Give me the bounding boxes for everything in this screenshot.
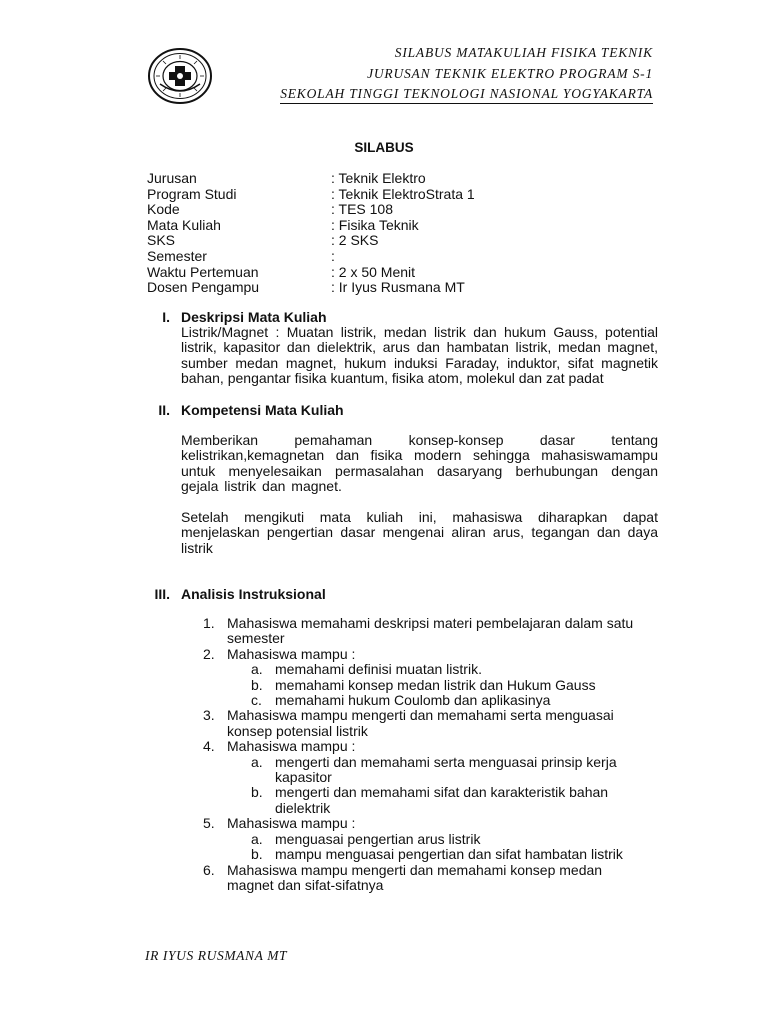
list-item-number: 3. [203,707,215,724]
sub-item-text: memahami hukum Coulomb dan aplikasinya [275,692,551,709]
info-label: Jurusan [147,170,197,186]
info-value: : TES 108 [331,201,394,218]
info-label: Program Studi [147,185,237,202]
info-value: : [331,247,335,264]
info-value: : 2 SKS [331,232,379,249]
sub-item-letter: b. [251,846,263,863]
info-value: : Fisika Teknik [331,216,419,233]
sub-item-letter: a. [251,753,263,770]
section-3-title: Analisis Instruksional [181,586,326,602]
sub-item-letter: a. [251,661,263,678]
sub-list-item [181,693,641,708]
section-2-paragraph-2: Setelah mengikuti mata kuliah ini, mahasiswa diharapkan dapat menjelaskan pengertian dasar mengenai aliran arus, tegangan dan daya listrik [181,509,658,556]
info-value: : Teknik ElektroStrata 1 [331,185,475,202]
header-line-institution: SEKOLAH TINGGI TEKNOLOGI NASIONAL YOGYAKARTA [280,86,653,101]
sub-list-item [181,847,641,862]
list-item [181,647,641,662]
info-value: : Teknik Elektro [331,170,426,186]
list-item-text: Mahasiswa memahami deskripsi materi pembelajaran dalam satu semester [227,615,634,647]
sub-item-text: memahami konsep medan listrik dan Hukum Gauss [275,676,596,693]
list-item-text: Mahasiswa mampu : [227,645,356,662]
sub-item-letter: a. [251,830,263,847]
document-title: SILABUS [354,140,414,155]
list-item-text: Mahasiswa mampu mengerti dan memahami serta menguasai konsep potensial listrik [227,707,614,739]
section-1-title: Deskripsi Mata Kuliah [181,309,327,325]
header-line-course: SILABUS MATAKULIAH FISIKA TEKNIK [394,45,653,60]
info-label: Mata Kuliah [147,216,221,233]
sub-item-letter: c. [251,692,262,709]
list-item [181,863,641,894]
info-value: : Ir Iyus Rusmana MT [331,279,465,296]
section-2-title: Kompetensi Mata Kuliah [181,402,344,418]
list-item-text: Mahasiswa mampu : [227,815,356,832]
sub-item-text: memahami definisi muatan listrik. [275,661,482,678]
sub-item-text: mampu menguasai pengertian dan sifat hambatan listrik [275,846,623,863]
list-item [181,616,641,647]
info-label: Kode [147,201,180,218]
list-item-text: Mahasiswa mampu : [227,738,356,755]
sub-list-item [181,755,641,786]
list-item-number: 2. [203,645,215,662]
header-line-department: JURUSAN TEKNIK ELEKTRO PROGRAM S-1 [367,66,653,81]
info-label: Semester [147,247,207,264]
section-2-paragraph-1: Memberikan pemahaman konsep-konsep dasar tentang kelistrikan,kemagnetan dan fisika modern sehingga mahasiswamampu untuk menyelesaikan permasalahan dasaryang berhubungan dengan gejala listrik dan magnet. [181,432,658,495]
sub-item-text: menguasai pengertian arus listrik [275,830,481,847]
sub-item-text: mengerti dan memahami serta menguasai prinsip kerja kapasitor [275,753,617,786]
section-1-number: I. [162,309,170,325]
sub-item-letter: b. [251,784,263,801]
sub-list-item [181,832,641,847]
section-2-number: II. [158,402,170,418]
list-item [181,739,641,754]
sub-list-item [181,662,641,677]
section-3-number: III. [154,586,170,602]
institution-seal-logo [146,46,214,106]
section-1-description: Listrik/Magnet : Muatan listrik, medan listrik dan hukum Gauss, potential listrik, kapasitor dan dielektrik, arus dan hambatan listrik, medan magnet, sumber medan magnet, hukum induksi Faraday, induktor, sifat magnetik bahan, pengantar fisika kuantum, fisika atom, molekul dan zat padat [181,324,658,387]
sub-item-text: mengerti dan memahami sifat dan karakteristik bahan dielektrik [275,784,609,816]
list-item-number: 6. [203,861,215,878]
list-item-text: Mahasiswa mampu mengerti dan memahami konsep medan magnet dan sifat-sifatnya [227,861,603,893]
list-item [181,708,641,739]
list-item-number: 4. [203,738,215,755]
sub-item-letter: b. [251,676,263,693]
instructional-analysis-list [181,616,641,893]
sub-list-item [181,785,641,816]
info-label: Waktu Pertemuan [147,263,259,280]
header-divider [280,103,653,104]
info-label: SKS [147,232,176,249]
sub-list-item [181,678,641,693]
list-item-number: 1. [203,615,215,631]
info-value: : 2 x 50 Menit [331,263,416,280]
list-item [181,816,641,831]
info-label: Dosen Pengampu [147,279,260,296]
list-item-number: 5. [203,815,215,832]
footer-author: IR IYUS RUSMANA MT [145,948,288,963]
